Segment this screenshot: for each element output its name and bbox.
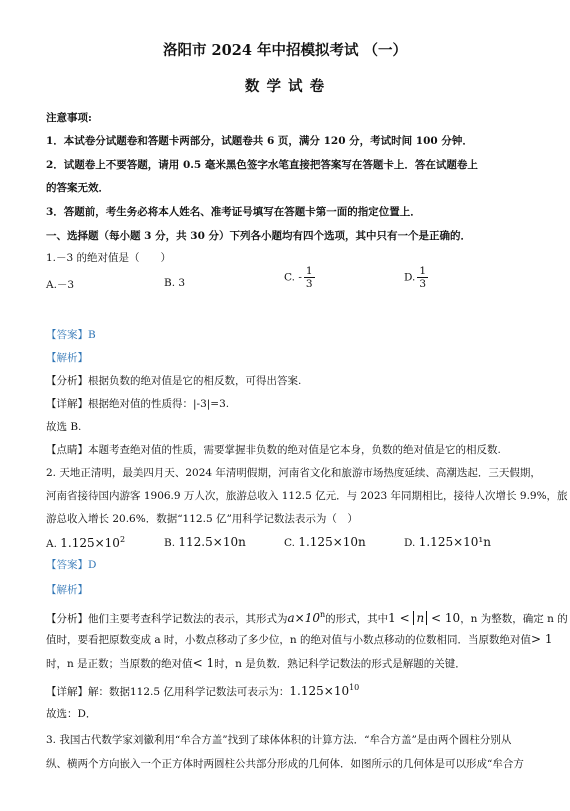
q1-option-d-fraction xyxy=(417,265,428,290)
fraction-denominator: 3 xyxy=(305,278,313,290)
math-range-left: 1 < xyxy=(388,611,410,625)
math-base: 1.125×10 xyxy=(60,536,120,550)
q2-analysis-label: 【解析】 xyxy=(46,584,88,596)
option-label: A. xyxy=(46,538,57,550)
option-label: C. xyxy=(284,537,295,549)
q1-option-b: B. 3 xyxy=(164,277,186,289)
q2-option-b xyxy=(164,535,246,549)
fenxi-text: 时，n 是负数．熟记科学记数法的形式是解题的关键． xyxy=(214,658,466,670)
q1-analysis-label: 【解析】 xyxy=(46,352,88,364)
fenxi-text: 的形式，其中 xyxy=(325,613,389,625)
math-base: a×10 xyxy=(287,611,320,625)
q1-fenxi: 【分析】根据负数的绝对值是它的相反数，可得出答案. xyxy=(46,375,302,387)
q3-stem-line-2: 纵、横两个方向嵌入一个正方体时两圆柱公共部分形成的几何体．如图所示的几何体是可以形成“牟合方 xyxy=(46,758,524,770)
option-label: D. xyxy=(404,537,416,549)
option-label: B. xyxy=(164,537,176,549)
math-exponent: n xyxy=(319,610,326,619)
option-math: 112.5×10n xyxy=(178,535,246,549)
math-base: 1.125×10 xyxy=(289,684,350,698)
option-math: 1.125×10n xyxy=(298,535,366,549)
q2-xiangjie xyxy=(46,681,530,699)
math-form xyxy=(288,611,326,625)
q1-option-d xyxy=(404,265,430,290)
notice-item-2-cont: 的答案无效． xyxy=(46,182,109,194)
notice-item-3: 3．答题前，考生务必将本人姓名、准考证号填写在答题卡第一面的指定位置上． xyxy=(46,206,421,218)
q1-answer: 【答案】B xyxy=(46,329,96,341)
notice-item-2: 2．试题卷上不要答题，请用 0.5 毫米黑色签字水笔直接把答案写在答题卡上．答在试题卷上 xyxy=(46,159,478,171)
q1-stem: 1.－3 的绝对值是（ ） xyxy=(46,252,172,264)
q1-dianjing: 【点睛】本题考查绝对值的性质，需要掌握非负数的绝对值是它本身，负数的绝对值是它的相反数. xyxy=(46,444,501,456)
fraction-numerator: 1 xyxy=(419,265,427,277)
q2-option-d xyxy=(404,535,491,549)
math-range-right: < 10 xyxy=(431,611,461,625)
notice-item-1: 1．本试卷分试题卷和答题卡两部分，试题卷共 6 页，满分 120 分，考试时间 100 分钟． xyxy=(46,135,473,147)
math-exponent: 10 xyxy=(349,683,360,692)
q2-option-c xyxy=(284,535,366,549)
q2-stem-line-2: 河南省接待国内游客 1906.9 万人次，旅游总收入 112.5 亿元．与 2023 年同期相比，接待人次增长 9.9%，旅 xyxy=(46,490,568,502)
section-heading: 一、选择题（每小题 3 分，共 30 分）下列各小题均有四个选项，其中只有一个是正确的． xyxy=(46,230,472,242)
math-result xyxy=(289,684,359,698)
q2-option-a xyxy=(46,535,125,550)
fenxi-text: 值时，要看把原数变成 a 时，小数点移动了多少位，n 的绝对值与小数点移动的位数相同．当原数绝对值 xyxy=(46,634,532,646)
q1-options xyxy=(46,265,530,301)
math-range xyxy=(388,611,460,625)
q1-conclusion: 故选 B. xyxy=(46,421,82,433)
q2-stem-line-3: 游总收入增长 20.6%．数据“112.5 亿”用科学记数法表示为（ ） xyxy=(46,513,358,525)
q1-option-d-label: D. xyxy=(404,271,416,284)
q2-fenxi-line-3 xyxy=(46,656,530,671)
option-math xyxy=(60,536,125,550)
option-math: 1.125×10¹n xyxy=(418,535,491,549)
q2-stem-line-1: 2. 天地正清明，最美四月天、2024 年清明假期，河南省文化和旅游市场热度延续、高潮迭起．三天假期， xyxy=(46,467,541,479)
q2-fenxi-line-1 xyxy=(46,608,568,626)
fraction-numerator: 1 xyxy=(305,265,313,277)
q2-fenxi-line-2 xyxy=(46,632,553,647)
notice-heading: 注意事项: xyxy=(46,112,92,124)
fraction-denominator: 3 xyxy=(419,278,427,290)
q2-conclusion: 故选：D． xyxy=(46,708,97,720)
page-title: 洛阳市 2024 年中招模拟考试 （一） xyxy=(163,42,407,59)
q1-option-a: A.－3 xyxy=(46,279,75,291)
math-exponent: 2 xyxy=(119,535,126,544)
q1-option-c-label: C. - xyxy=(284,271,302,284)
q2-answer: 【答案】D xyxy=(46,559,97,571)
fenxi-text: 【分析】他们主要考查科学记数法的表示，其形式为 xyxy=(46,613,288,625)
q1-option-c-fraction xyxy=(304,265,315,290)
math-lt1: < 1 xyxy=(192,656,215,670)
math-abs: n xyxy=(413,611,427,625)
xiangjie-text: 【详解】解：数据112.5 亿用科学记数法可表示为： xyxy=(46,686,290,698)
q3-stem-line-1: 3. 我国古代数学家刘徽利用“牟合方盖”找到了球体体积的计算方法．“牟合方盖”是由两个圆柱分别从 xyxy=(46,734,512,746)
fenxi-text: 时，n 是正数；当原数的绝对值 xyxy=(46,658,193,670)
fenxi-text: ，n 为整数，确定 n 的 xyxy=(460,613,568,625)
q1-option-c xyxy=(284,265,317,290)
q1-xiangjie: 【详解】根据绝对值的性质得：|-3|=3. xyxy=(46,398,230,410)
page-subtitle: 数 学 试 卷 xyxy=(244,78,326,95)
math-gt1: > 1 xyxy=(531,632,553,646)
